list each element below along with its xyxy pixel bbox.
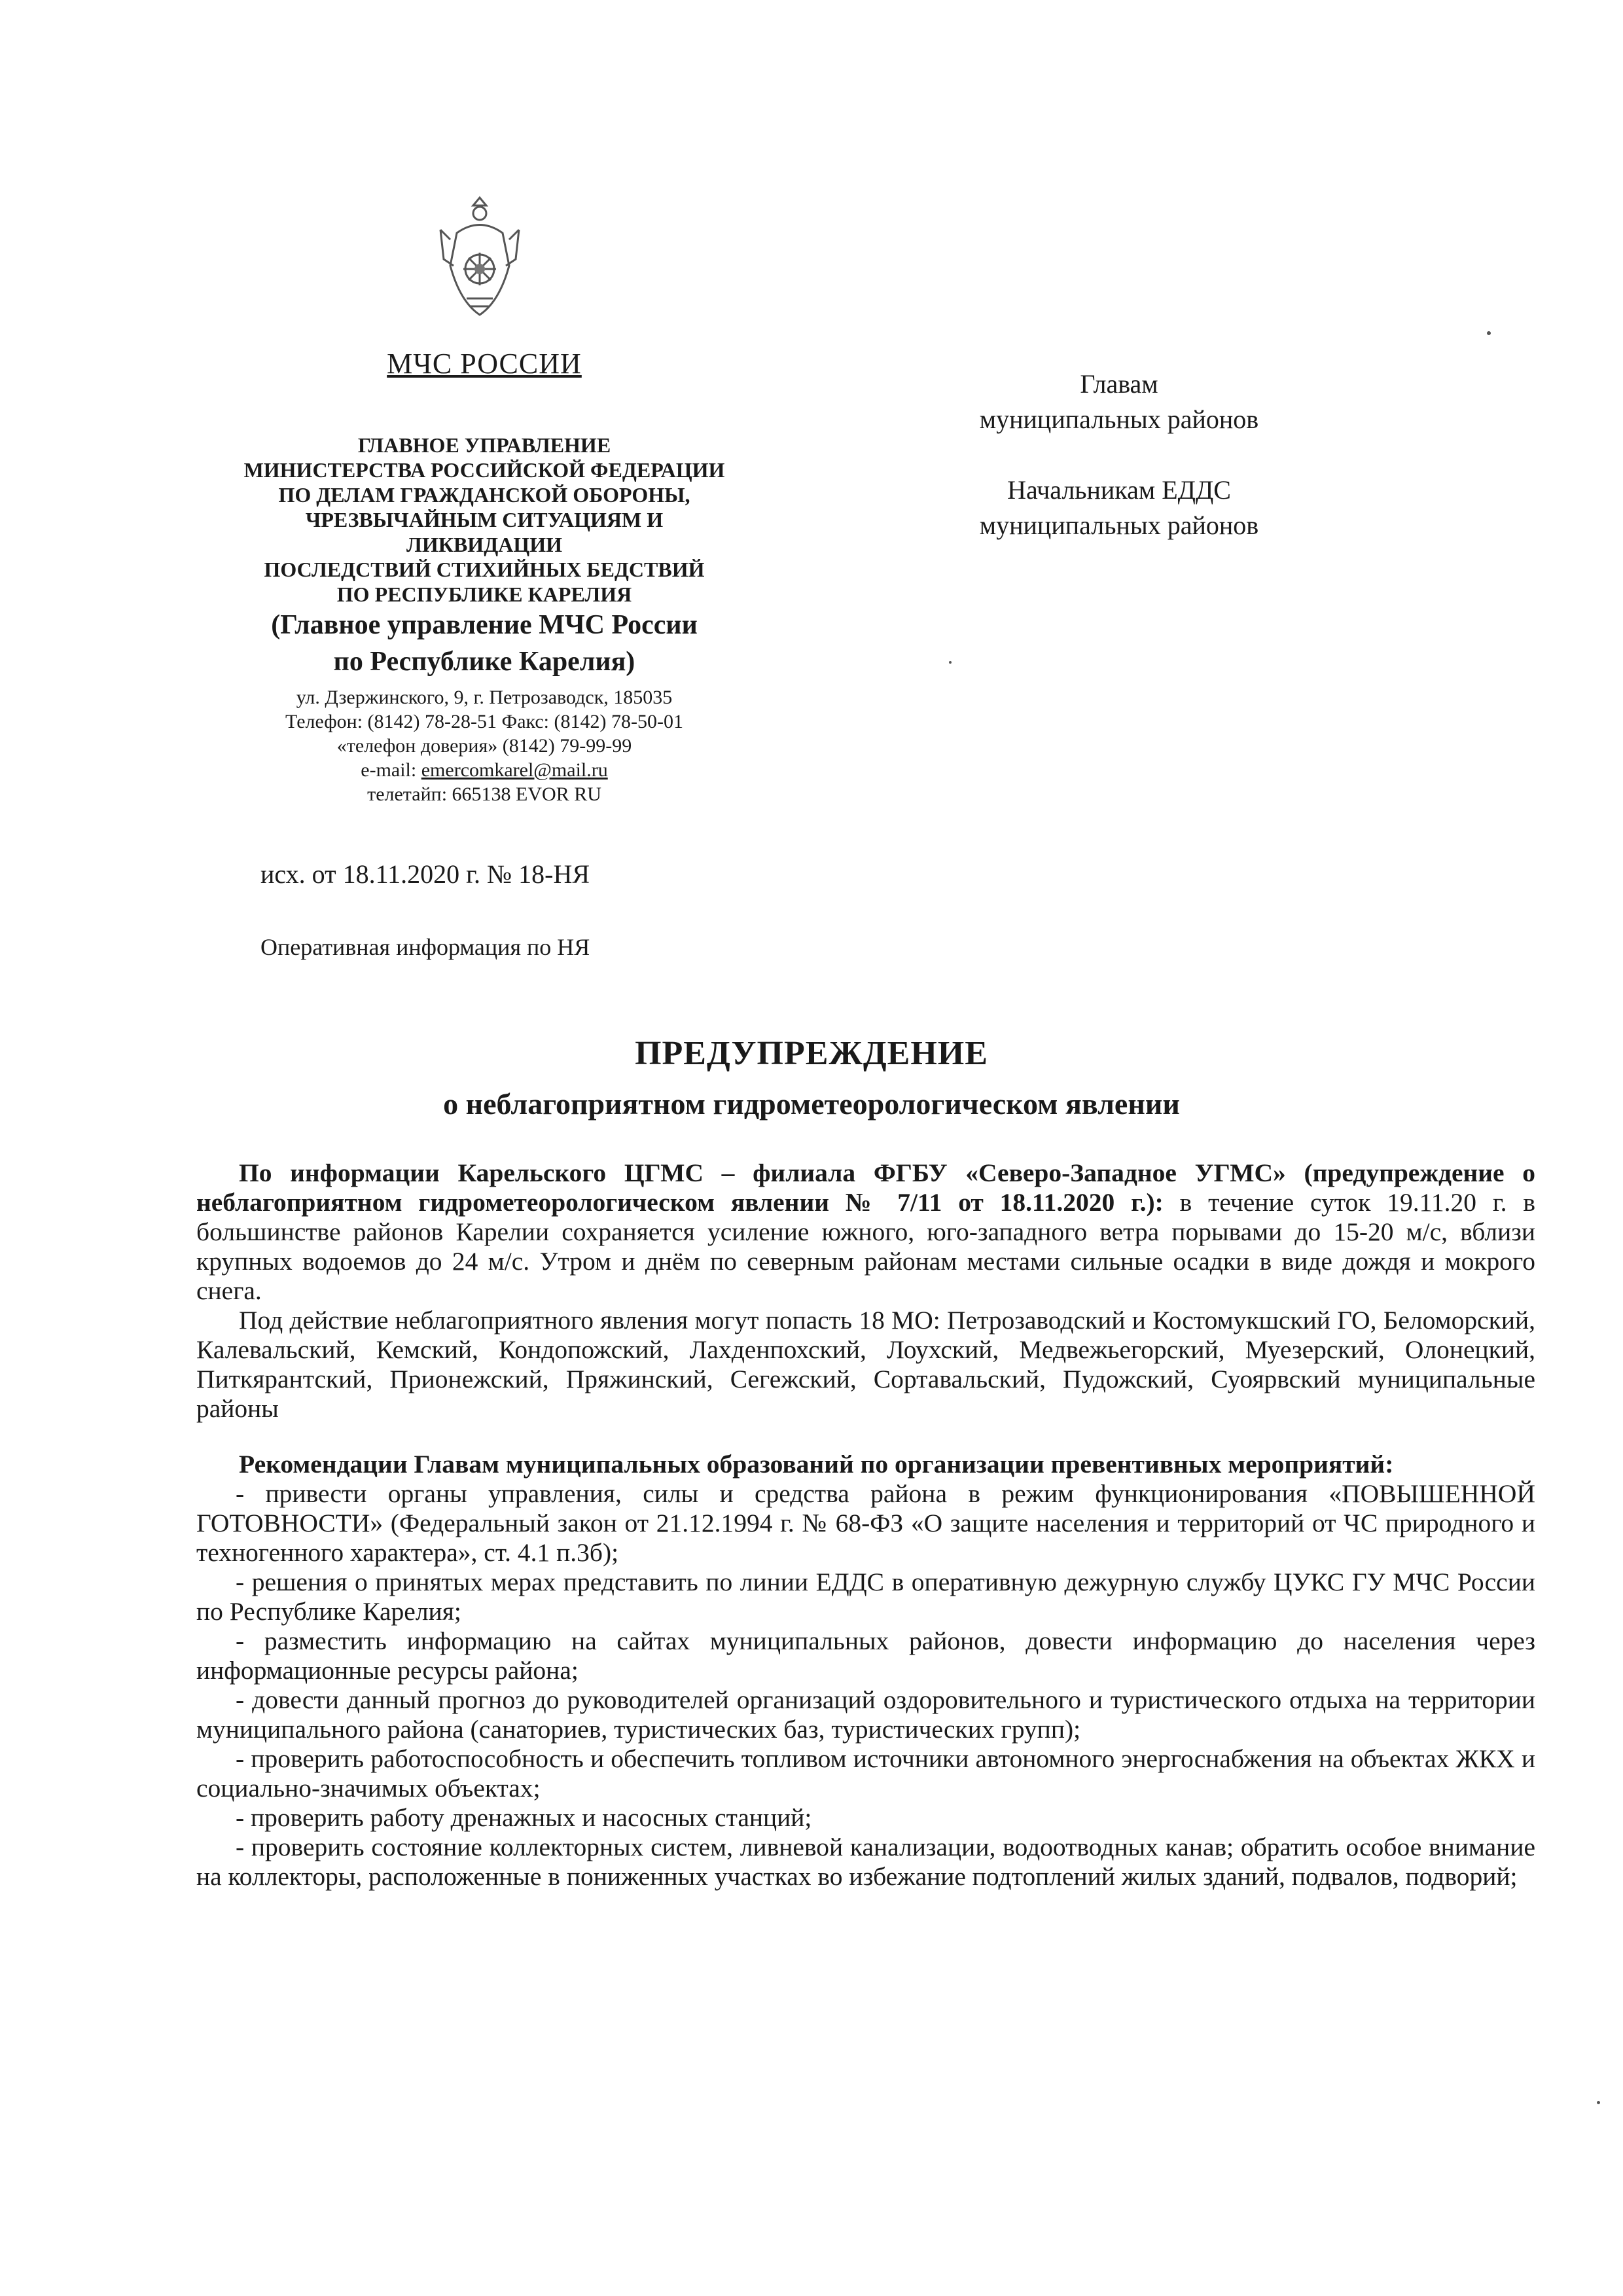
organization-short-name — [190, 607, 779, 680]
org-line: ПО РЕСПУБЛИКЕ КАРЕЛИЯ — [336, 583, 632, 606]
trust-phone: «телефон доверия» (8142) 79-99-99 — [336, 735, 632, 757]
addressee-line: Главам — [1080, 369, 1158, 399]
phone-fax: Телефон: (8142) 78-28-51 Факс: (8142) 78-50-01 — [285, 711, 683, 732]
subject-line: Оперативная информация по НЯ — [260, 934, 590, 960]
emercom-emblem-icon — [437, 194, 522, 325]
org-short-line: по Республике Карелия) — [333, 647, 635, 677]
document-title: ПРЕДУПРЕЖДЕНИЕ — [635, 1035, 988, 1072]
paragraph-forecast — [196, 1158, 1535, 1306]
outgoing-number: исх. от 18.11.2020 г. № 18-НЯ — [260, 859, 590, 889]
email-link[interactable]: emercomkarel@mail.ru — [421, 759, 608, 781]
recommendation-item: - привести органы управления, силы и средства района в режим функционирования «ПОВЫШЕННОЙ ГОТОВНОСТИ» (Федеральный закон от 21.12.1994 г. № 68-ФЗ «О защите населения и территорий от ЧС природного и техногенного характера», ст. 4.1 п.3б); — [196, 1479, 1535, 1567]
scan-speck — [949, 661, 952, 664]
organization-full-name — [190, 433, 779, 607]
teletype: телетайп: 665138 EVOR RU — [367, 783, 601, 805]
recommendation-item: - проверить работу дренажных и насосных станций; — [236, 1803, 812, 1832]
recommendation-item: - проверить состояние коллекторных систем, ливневой канализации, водоотводных канав; обратить особое внимание на коллекторы, расположенные в пониженных участках во избежание подтоплений жилых зданий, подвалов, подворий; — [196, 1833, 1535, 1891]
address: ул. Дзержинского, 9, г. Петрозаводск, 185035 — [296, 687, 673, 708]
scan-speck — [1597, 2101, 1600, 2104]
recommendation-item: - проверить работоспособность и обеспечить топливом источники автономного энергоснабжения на объектах ЖКХ и социально-значимых объектах; — [196, 1744, 1535, 1803]
scan-speck — [1487, 331, 1491, 335]
paragraph-affected-areas: Под действие неблагоприятного явления могут попасть 18 МО: Петрозаводский и Костомукшский ГО, Беломорский, Калевальский, Кемский, Кондопожский, Лахденпохский, Лоухский, Медвежьегорский, Муезерский, Олонецкий, Питкярантский, Прионежский, Пряжинский, Сегежский, Сортавальский, Пудожский, Суоярвский муниципальные районы — [196, 1306, 1535, 1423]
addressee-line: муниципальных районов — [979, 511, 1259, 540]
org-line: ПОСЛЕДСТВИЙ СТИХИЙНЫХ БЕДСТВИЙ — [264, 558, 705, 581]
recommendations-heading: Рекомендации Главам муниципальных образований по организации превентивных мероприятий: — [239, 1450, 1394, 1479]
org-short-line: (Главное управление МЧС России — [271, 610, 698, 640]
document-subtitle: о неблагоприятном гидрометеорологическом явлении — [443, 1087, 1180, 1121]
email-label: e-mail: — [361, 759, 421, 781]
addressee-line: муниципальных районов — [979, 404, 1259, 434]
ministry-name: МЧС РОССИИ — [387, 348, 582, 380]
forecast-text: в течение суток 19.11.20 г. в большинстве районов Карелии сохраняется усиление южного, юго-западного ветра порывами до 15-20 м/с, вблизи крупных водоемов до 24 м/с. Утром и днём по северным районам местами сильные осадки в виде дождя и мокрого снега. — [196, 1188, 1535, 1305]
contacts — [190, 685, 779, 806]
organization-block — [190, 347, 779, 806]
recommendation-item: - довести данный прогноз до руководителей организаций оздоровительного и туристического отдыха на территории муниципального района (санаториев, туристических баз, туристических групп); — [196, 1685, 1535, 1744]
document-body — [196, 1158, 1535, 1892]
forecast-source: По информации Карельского ЦГМС – филиала ФГБУ «Северо-Западное УГМС» (предупреждение о неблагоприятном гидрометеорологическом явлении № 7/11 от 18.11.2020 г.): — [196, 1158, 1535, 1217]
addressee-block — [916, 367, 1322, 543]
email-line — [190, 758, 779, 782]
recommendation-item: - решения о принятых мерах представить по линии ЕДДС в оперативную дежурную службу ЦУКС ГУ МЧС России по Республике Карелия; — [196, 1568, 1535, 1626]
addressee-line: Начальникам ЕДДС — [1007, 475, 1231, 505]
recommendation-item: - разместить информацию на сайтах муниципальных районов, довести информацию до населения через информационные ресурсы района; — [196, 1626, 1535, 1685]
org-line: ПО ДЕЛАМ ГРАЖДАНСКОЙ ОБОРОНЫ, — [278, 483, 690, 507]
org-line: ЧРЕЗВЫЧАЙНЫМ СИТУАЦИЯМ И — [305, 508, 664, 531]
org-line: ЛИКВИДАЦИИ — [406, 533, 562, 556]
org-line: МИНИСТЕРСТВА РОССИЙСКОЙ ФЕДЕРАЦИИ — [243, 458, 725, 482]
org-line: ГЛАВНОЕ УПРАВЛЕНИЕ — [357, 433, 611, 457]
